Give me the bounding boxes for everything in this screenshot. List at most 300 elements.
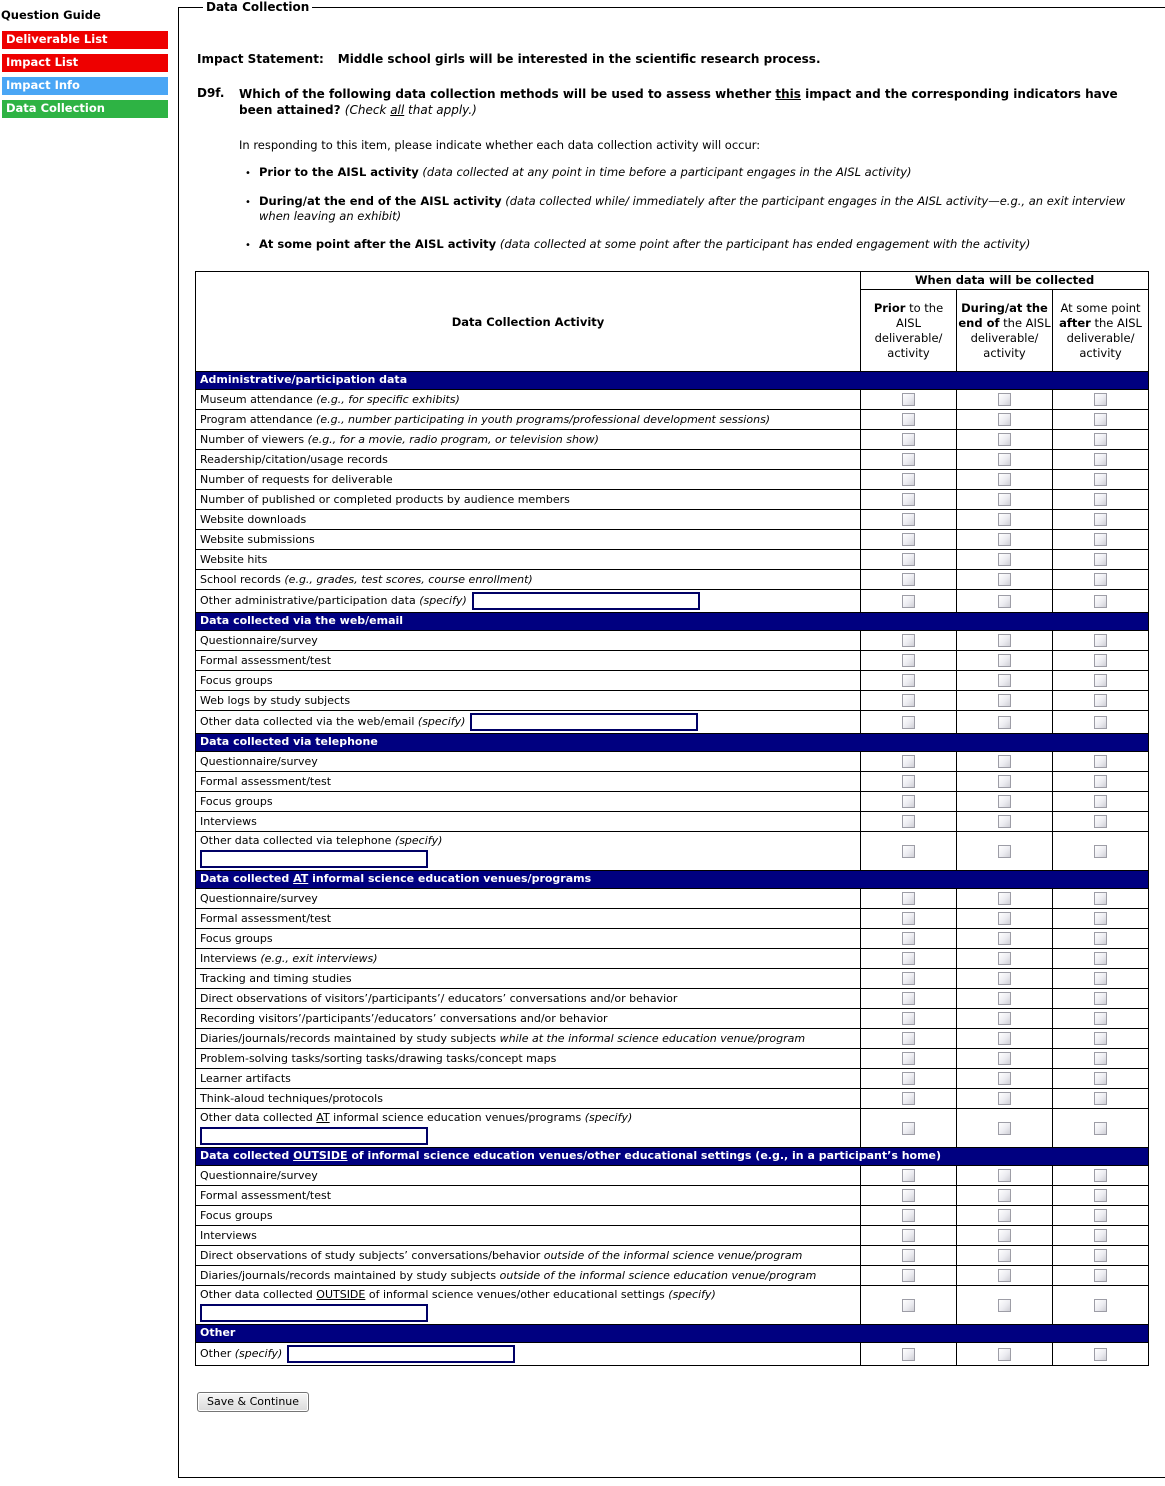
checkbox-cell-during xyxy=(957,1089,1053,1109)
checkbox-prior[interactable] xyxy=(902,932,915,945)
checkbox-cell-after xyxy=(1053,812,1149,832)
activity-label: Website submissions xyxy=(196,530,861,550)
activity-label: Focus groups xyxy=(196,671,861,691)
table-row xyxy=(196,1226,1149,1246)
checkbox-after[interactable] xyxy=(1094,453,1107,466)
checkbox-cell-after xyxy=(1053,792,1149,812)
activity-label: Other data collected OUTSIDE of informal science venues/other educational settings (specify) xyxy=(196,1286,861,1325)
bullet-item xyxy=(245,194,1149,224)
checkbox-after[interactable] xyxy=(1094,1032,1107,1045)
impact-statement-label: Impact Statement: xyxy=(197,52,324,66)
checkbox-during[interactable] xyxy=(998,932,1011,945)
activity-label: Interviews xyxy=(196,812,861,832)
checkbox-cell-during xyxy=(957,832,1053,871)
checkbox-during[interactable] xyxy=(998,1269,1011,1282)
checkbox-prior[interactable] xyxy=(902,493,915,506)
checkbox-after[interactable] xyxy=(1094,634,1107,647)
activity-label: Website downloads xyxy=(196,510,861,530)
checkbox-during[interactable] xyxy=(998,1012,1011,1025)
checkbox-cell-prior xyxy=(861,1009,957,1029)
section-header: Data collected via telephone xyxy=(196,734,1149,752)
checkbox-after[interactable] xyxy=(1094,932,1107,945)
activity-label: Number of published or completed products by audience members xyxy=(196,490,861,510)
activity-label: School records (e.g., grades, test scores, course enrollment) xyxy=(196,570,861,590)
checkbox-cell-prior xyxy=(861,490,957,510)
checkbox-cell-after xyxy=(1053,949,1149,969)
checkbox-during[interactable] xyxy=(998,513,1011,526)
table-row xyxy=(196,1009,1149,1029)
table-row xyxy=(196,530,1149,550)
activity-label: Number of requests for deliverable xyxy=(196,470,861,490)
checkbox-during[interactable] xyxy=(998,393,1011,406)
checkbox-during[interactable] xyxy=(998,634,1011,647)
checkbox-prior[interactable] xyxy=(902,1012,915,1025)
activity-label: Focus groups xyxy=(196,792,861,812)
checkbox-cell-prior xyxy=(861,1206,957,1226)
checkbox-after[interactable] xyxy=(1094,493,1107,506)
sidebar-item-deliverable-list[interactable]: Deliverable List xyxy=(2,31,168,49)
table-row xyxy=(196,889,1149,909)
specify-input[interactable] xyxy=(287,1345,515,1363)
table-row xyxy=(196,410,1149,430)
checkbox-cell-prior xyxy=(861,1109,957,1148)
checkbox-after[interactable] xyxy=(1094,553,1107,566)
checkbox-after[interactable] xyxy=(1094,1122,1107,1135)
checkbox-during[interactable] xyxy=(998,1122,1011,1135)
checkbox-cell-after xyxy=(1053,832,1149,871)
specify-input[interactable] xyxy=(200,1127,428,1145)
checkbox-during[interactable] xyxy=(998,573,1011,586)
checkbox-during[interactable] xyxy=(998,1092,1011,1105)
checkbox-prior[interactable] xyxy=(902,473,915,486)
checkbox-after[interactable] xyxy=(1094,952,1107,965)
checkbox-prior[interactable] xyxy=(902,453,915,466)
checkbox-during[interactable] xyxy=(998,533,1011,546)
section-header: Data collected via the web/email xyxy=(196,613,1149,631)
activity-label: Questionnaire/survey xyxy=(196,752,861,772)
checkbox-cell-during xyxy=(957,550,1053,570)
activity-label: Questionnaire/survey xyxy=(196,889,861,909)
section-row xyxy=(196,1325,1149,1343)
checkbox-after[interactable] xyxy=(1094,755,1107,768)
checkbox-after[interactable] xyxy=(1094,775,1107,788)
table-row xyxy=(196,909,1149,929)
table-row xyxy=(196,989,1149,1009)
section-header: Data collected OUTSIDE of informal science education venues/other educational settings (e.g., in a participant’s home) xyxy=(196,1148,1149,1166)
checkbox-after[interactable] xyxy=(1094,815,1107,828)
sidebar-title: Question Guide xyxy=(1,8,101,22)
table-row xyxy=(196,651,1149,671)
checkbox-during[interactable] xyxy=(998,912,1011,925)
sidebar-item-impact-list[interactable]: Impact List xyxy=(2,54,168,72)
checkbox-prior[interactable] xyxy=(902,1209,915,1222)
checkbox-cell-prior xyxy=(861,410,957,430)
checkbox-cell-during xyxy=(957,1186,1053,1206)
checkbox-cell-during xyxy=(957,1343,1053,1366)
checkbox-prior[interactable] xyxy=(902,513,915,526)
checkbox-cell-after xyxy=(1053,929,1149,949)
activity-label: Museum attendance (e.g., for specific exhibits) xyxy=(196,390,861,410)
checkbox-prior[interactable] xyxy=(902,674,915,687)
checkbox-cell-prior xyxy=(861,1286,957,1325)
impact-statement-text: Middle school girls will be interested in the scientific research process. xyxy=(337,52,821,66)
checkbox-prior[interactable] xyxy=(902,553,915,566)
checkbox-after[interactable] xyxy=(1094,845,1107,858)
checkbox-cell-after xyxy=(1053,470,1149,490)
checkbox-after[interactable] xyxy=(1094,1092,1107,1105)
checkbox-after[interactable] xyxy=(1094,674,1107,687)
activity-label: Web logs by study subjects xyxy=(196,691,861,711)
activity-label: Focus groups xyxy=(196,929,861,949)
table-row xyxy=(196,792,1149,812)
checkbox-after[interactable] xyxy=(1094,892,1107,905)
specify-input[interactable] xyxy=(470,713,698,731)
checkbox-cell-prior xyxy=(861,671,957,691)
checkbox-during[interactable] xyxy=(998,553,1011,566)
checkbox-after[interactable] xyxy=(1094,1052,1107,1065)
checkbox-after[interactable] xyxy=(1094,595,1107,608)
checkbox-prior[interactable] xyxy=(902,1052,915,1065)
specify-input[interactable] xyxy=(200,1304,428,1322)
checkbox-prior[interactable] xyxy=(902,1269,915,1282)
checkbox-during[interactable] xyxy=(998,595,1011,608)
table-row xyxy=(196,711,1149,734)
checkbox-prior[interactable] xyxy=(902,1249,915,1262)
checkbox-cell-during xyxy=(957,671,1053,691)
bullet-list xyxy=(245,165,1149,253)
checkbox-cell-after xyxy=(1053,1286,1149,1325)
checkbox-cell-after xyxy=(1053,1266,1149,1286)
checkbox-prior[interactable] xyxy=(902,595,915,608)
checkbox-prior[interactable] xyxy=(902,815,915,828)
checkbox-cell-prior xyxy=(861,1246,957,1266)
checkbox-cell-during xyxy=(957,969,1053,989)
checkbox-cell-during xyxy=(957,691,1053,711)
checkbox-cell-prior xyxy=(861,1089,957,1109)
checkbox-cell-during xyxy=(957,711,1053,734)
checkbox-cell-prior xyxy=(861,430,957,450)
checkbox-prior[interactable] xyxy=(902,694,915,707)
checkbox-after[interactable] xyxy=(1094,1249,1107,1262)
checkbox-after[interactable] xyxy=(1094,716,1107,729)
checkbox-cell-after xyxy=(1053,1166,1149,1186)
activity-label: Other data collected via telephone (specify) xyxy=(196,832,861,871)
activity-label: Recording visitors’/participants’/educators’ conversations and/or behavior xyxy=(196,1009,861,1029)
column-header-when: When data will be collected xyxy=(861,272,1149,290)
checkbox-during[interactable] xyxy=(998,1229,1011,1242)
checkbox-after[interactable] xyxy=(1094,413,1107,426)
checkbox-during[interactable] xyxy=(998,952,1011,965)
checkbox-prior[interactable] xyxy=(902,952,915,965)
checkbox-cell-during xyxy=(957,1049,1053,1069)
checkbox-during[interactable] xyxy=(998,1299,1011,1312)
checkbox-cell-after xyxy=(1053,1009,1149,1029)
activity-label: Learner artifacts xyxy=(196,1069,861,1089)
checkbox-after[interactable] xyxy=(1094,1012,1107,1025)
checkbox-after[interactable] xyxy=(1094,573,1107,586)
checkbox-prior[interactable] xyxy=(902,533,915,546)
checkbox-during[interactable] xyxy=(998,795,1011,808)
checkbox-cell-during xyxy=(957,1069,1053,1089)
checkbox-during[interactable] xyxy=(998,1072,1011,1085)
checkbox-cell-after xyxy=(1053,752,1149,772)
checkbox-cell-during xyxy=(957,450,1053,470)
bullet-icon: • xyxy=(245,197,251,208)
column-header-prior: Prior to the AISL deliverable/ activity xyxy=(861,290,957,372)
checkbox-during[interactable] xyxy=(998,992,1011,1005)
checkbox-cell-during xyxy=(957,430,1053,450)
activity-label: Formal assessment/test xyxy=(196,909,861,929)
question-number: D9f. xyxy=(197,86,225,100)
checkbox-during[interactable] xyxy=(998,1189,1011,1202)
checkbox-after[interactable] xyxy=(1094,473,1107,486)
checkbox-cell-prior xyxy=(861,752,957,772)
checkbox-during[interactable] xyxy=(998,716,1011,729)
activity-label: Diaries/journals/records maintained by study subjects while at the informal science education venue/program xyxy=(196,1029,861,1049)
checkbox-cell-after xyxy=(1053,909,1149,929)
section-row xyxy=(196,1148,1149,1166)
checkbox-prior[interactable] xyxy=(902,634,915,647)
checkbox-cell-during xyxy=(957,989,1053,1009)
checkbox-prior[interactable] xyxy=(902,1348,915,1361)
checkbox-cell-during xyxy=(957,1226,1053,1246)
question-intro: In responding to this item, please indicate whether each data collection activity will occur: xyxy=(239,138,761,152)
checkbox-cell-prior xyxy=(861,1166,957,1186)
checkbox-cell-after xyxy=(1053,1109,1149,1148)
checkbox-prior[interactable] xyxy=(902,972,915,985)
table-row xyxy=(196,570,1149,590)
checkbox-prior[interactable] xyxy=(902,393,915,406)
checkbox-cell-during xyxy=(957,1286,1053,1325)
bullet-item xyxy=(245,165,1149,181)
column-header-during: During/at the end of the AISL deliverable/ activity xyxy=(957,290,1053,372)
bullet-icon: • xyxy=(245,240,251,251)
table-row xyxy=(196,470,1149,490)
checkbox-after[interactable] xyxy=(1094,1209,1107,1222)
checkbox-prior[interactable] xyxy=(902,1189,915,1202)
checkbox-after[interactable] xyxy=(1094,694,1107,707)
checkbox-prior[interactable] xyxy=(902,1032,915,1045)
section-header: Data collected AT informal science education venues/programs xyxy=(196,871,1149,889)
activity-label: Direct observations of study subjects’ conversations/behavior outside of the informal science venue/program xyxy=(196,1246,861,1266)
section-header: Administrative/participation data xyxy=(196,372,1149,390)
table-row xyxy=(196,691,1149,711)
specify-input[interactable] xyxy=(200,850,428,868)
checkbox-prior[interactable] xyxy=(902,573,915,586)
activity-label: Focus groups xyxy=(196,1206,861,1226)
checkbox-prior[interactable] xyxy=(902,755,915,768)
checkbox-during[interactable] xyxy=(998,493,1011,506)
checkbox-during[interactable] xyxy=(998,972,1011,985)
checkbox-during[interactable] xyxy=(998,1052,1011,1065)
activity-label: Other data collected AT informal science education venues/programs (specify) xyxy=(196,1109,861,1148)
checkbox-after[interactable] xyxy=(1094,972,1107,985)
checkbox-during[interactable] xyxy=(998,815,1011,828)
checkbox-prior[interactable] xyxy=(902,1229,915,1242)
activity-label: Diaries/journals/records maintained by study subjects outside of the informal science education venue/program xyxy=(196,1266,861,1286)
checkbox-during[interactable] xyxy=(998,413,1011,426)
checkbox-after[interactable] xyxy=(1094,433,1107,446)
checkbox-cell-during xyxy=(957,1029,1053,1049)
checkbox-prior[interactable] xyxy=(902,892,915,905)
checkbox-cell-prior xyxy=(861,1029,957,1049)
checkbox-during[interactable] xyxy=(998,892,1011,905)
checkbox-cell-after xyxy=(1053,631,1149,651)
checkbox-cell-after xyxy=(1053,1029,1149,1049)
checkbox-cell-during xyxy=(957,490,1053,510)
checkbox-cell-prior xyxy=(861,590,957,613)
checkbox-during[interactable] xyxy=(998,755,1011,768)
activity-label: Website hits xyxy=(196,550,861,570)
checkbox-cell-after xyxy=(1053,969,1149,989)
activity-label: Questionnaire/survey xyxy=(196,1166,861,1186)
activity-label: Interviews (e.g., exit interviews) xyxy=(196,949,861,969)
checkbox-cell-after xyxy=(1053,1049,1149,1069)
checkbox-cell-prior xyxy=(861,570,957,590)
checkbox-during[interactable] xyxy=(998,1169,1011,1182)
bullet-text: Prior to the AISL activity (data collected at any point in time before a participant engages in the AISL activity) xyxy=(259,165,912,179)
table-row xyxy=(196,1089,1149,1109)
save-continue-button[interactable]: Save & Continue xyxy=(197,1392,309,1412)
checkbox-after[interactable] xyxy=(1094,795,1107,808)
checkbox-cell-during xyxy=(957,1166,1053,1186)
checkbox-cell-after xyxy=(1053,989,1149,1009)
activity-label: Formal assessment/test xyxy=(196,651,861,671)
checkbox-cell-after xyxy=(1053,1343,1149,1366)
checkbox-prior[interactable] xyxy=(902,845,915,858)
checkbox-prior[interactable] xyxy=(902,1092,915,1105)
checkbox-after[interactable] xyxy=(1094,912,1107,925)
checkbox-prior[interactable] xyxy=(902,912,915,925)
column-header-after: At some point after the AISL deliverable/ activity xyxy=(1053,290,1149,372)
table-row xyxy=(196,1286,1149,1325)
checkbox-after[interactable] xyxy=(1094,654,1107,667)
data-collection-table xyxy=(195,271,1149,1366)
data-collection-panel xyxy=(178,0,1165,1478)
checkbox-after[interactable] xyxy=(1094,1299,1107,1312)
checkbox-after[interactable] xyxy=(1094,992,1107,1005)
checkbox-after[interactable] xyxy=(1094,1169,1107,1182)
checkbox-during[interactable] xyxy=(998,674,1011,687)
checkbox-cell-prior xyxy=(861,989,957,1009)
table-body xyxy=(196,372,1149,1366)
sidebar-item-data-collection[interactable]: Data Collection xyxy=(2,100,168,118)
checkbox-during[interactable] xyxy=(998,1348,1011,1361)
table-row xyxy=(196,1166,1149,1186)
checkbox-after[interactable] xyxy=(1094,1229,1107,1242)
activity-label: Tracking and timing studies xyxy=(196,969,861,989)
activity-label: Program attendance (e.g., number participating in youth programs/professional development sessions) xyxy=(196,410,861,430)
activity-label: Formal assessment/test xyxy=(196,1186,861,1206)
checkbox-cell-prior xyxy=(861,631,957,651)
checkbox-cell-during xyxy=(957,792,1053,812)
checkbox-cell-during xyxy=(957,929,1053,949)
checkbox-cell-during xyxy=(957,470,1053,490)
checkbox-cell-prior xyxy=(861,969,957,989)
checkbox-cell-during xyxy=(957,410,1053,430)
activity-label: Interviews xyxy=(196,1226,861,1246)
activity-label: Problem-solving tasks/sorting tasks/drawing tasks/concept maps xyxy=(196,1049,861,1069)
checkbox-during[interactable] xyxy=(998,845,1011,858)
table-row xyxy=(196,929,1149,949)
specify-input[interactable] xyxy=(472,592,700,610)
table-row xyxy=(196,631,1149,651)
checkbox-after[interactable] xyxy=(1094,513,1107,526)
table-row xyxy=(196,1206,1149,1226)
checkbox-cell-prior xyxy=(861,390,957,410)
table-row xyxy=(196,510,1149,530)
checkbox-during[interactable] xyxy=(998,433,1011,446)
checkbox-after[interactable] xyxy=(1094,393,1107,406)
checkbox-cell-during xyxy=(957,510,1053,530)
checkbox-during[interactable] xyxy=(998,453,1011,466)
checkbox-cell-after xyxy=(1053,450,1149,470)
impact-statement xyxy=(197,52,1149,66)
activity-label: Other (specify) xyxy=(196,1343,861,1366)
bullet-icon: • xyxy=(245,168,251,179)
checkbox-cell-during xyxy=(957,1206,1053,1226)
checkbox-prior[interactable] xyxy=(902,992,915,1005)
checkbox-during[interactable] xyxy=(998,654,1011,667)
checkbox-after[interactable] xyxy=(1094,1072,1107,1085)
checkbox-prior[interactable] xyxy=(902,1072,915,1085)
checkbox-prior[interactable] xyxy=(902,795,915,808)
checkbox-prior[interactable] xyxy=(902,716,915,729)
checkbox-after[interactable] xyxy=(1094,533,1107,546)
checkbox-cell-prior xyxy=(861,949,957,969)
section-header: Other xyxy=(196,1325,1149,1343)
checkbox-during[interactable] xyxy=(998,1249,1011,1262)
checkbox-cell-during xyxy=(957,390,1053,410)
checkbox-cell-during xyxy=(957,949,1053,969)
checkbox-prior[interactable] xyxy=(902,775,915,788)
checkbox-prior[interactable] xyxy=(902,654,915,667)
checkbox-cell-prior xyxy=(861,1226,957,1246)
checkbox-cell-after xyxy=(1053,691,1149,711)
checkbox-cell-during xyxy=(957,909,1053,929)
checkbox-prior[interactable] xyxy=(902,1169,915,1182)
checkbox-prior[interactable] xyxy=(902,1299,915,1312)
sidebar-item-impact-info[interactable]: Impact Info xyxy=(2,77,168,95)
table-row xyxy=(196,832,1149,871)
checkbox-during[interactable] xyxy=(998,1209,1011,1222)
checkbox-after[interactable] xyxy=(1094,1189,1107,1202)
checkbox-after[interactable] xyxy=(1094,1348,1107,1361)
checkbox-cell-after xyxy=(1053,550,1149,570)
checkbox-during[interactable] xyxy=(998,694,1011,707)
checkbox-cell-prior xyxy=(861,450,957,470)
checkbox-cell-during xyxy=(957,752,1053,772)
checkbox-cell-prior xyxy=(861,812,957,832)
checkbox-cell-during xyxy=(957,570,1053,590)
checkbox-cell-after xyxy=(1053,772,1149,792)
checkbox-cell-during xyxy=(957,590,1053,613)
checkbox-during[interactable] xyxy=(998,1032,1011,1045)
checkbox-cell-after xyxy=(1053,1226,1149,1246)
checkbox-during[interactable] xyxy=(998,473,1011,486)
checkbox-during[interactable] xyxy=(998,775,1011,788)
checkbox-cell-during xyxy=(957,1009,1053,1029)
checkbox-cell-prior xyxy=(861,530,957,550)
question-d9f xyxy=(197,86,1149,118)
question-text: Which of the following data collection methods will be used to assess whether this impact and the corresponding indicators have been attained? (Check all that apply.) xyxy=(239,87,1118,117)
checkbox-after[interactable] xyxy=(1094,1269,1107,1282)
checkbox-prior[interactable] xyxy=(902,433,915,446)
checkbox-prior[interactable] xyxy=(902,1122,915,1135)
checkbox-cell-prior xyxy=(861,691,957,711)
checkbox-cell-after xyxy=(1053,590,1149,613)
checkbox-prior[interactable] xyxy=(902,413,915,426)
